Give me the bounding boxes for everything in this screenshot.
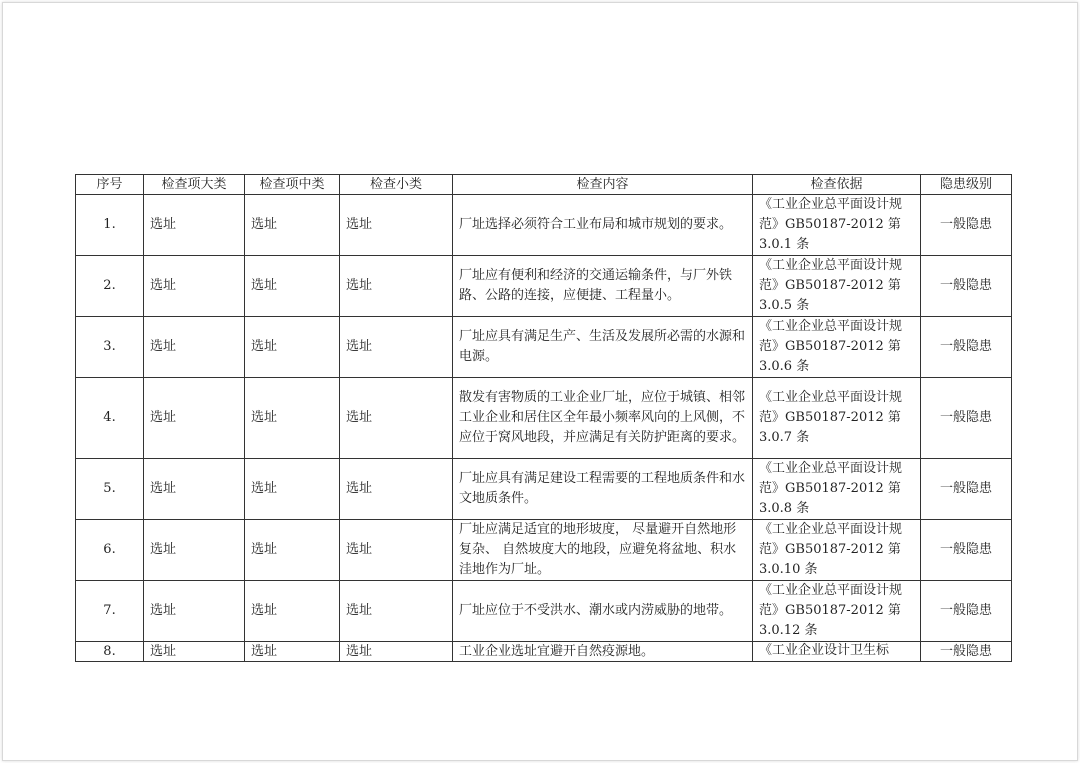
row-basis: 《工业企业总平面设计规范》GB50187-2012 第 3.0.8 条: [753, 459, 921, 520]
row-major-category: 选址: [144, 581, 245, 642]
row-content: 厂址选择必须符合工业布局和城市规划的要求。: [453, 195, 753, 256]
row-basis: 《工业企业总平面设计规范》GB50187-2012 第 3.0.1 条: [753, 195, 921, 256]
row-content: 厂址应具有满足生产、生活及发展所必需的水源和电源。: [453, 317, 753, 378]
inspection-table: [75, 174, 1012, 662]
row-middle-category: 选址: [245, 459, 340, 520]
row-major-category: 选址: [144, 459, 245, 520]
row-level: 一般隐患: [921, 642, 1012, 662]
row-major-category: 选址: [144, 378, 245, 459]
header-major-category: 检查项大类: [144, 175, 245, 195]
row-number: 4.: [76, 378, 144, 459]
row-level: 一般隐患: [921, 195, 1012, 256]
row-middle-category: 选址: [245, 378, 340, 459]
row-level: 一般隐患: [921, 581, 1012, 642]
row-content: 散发有害物质的工业企业厂址，应位于城镇、相邻工业企业和居住区全年最小频率风向的上风侧，不应位于窝风地段，并应满足有关防护距离的要求。: [453, 378, 753, 459]
table-header-row: [76, 175, 1012, 195]
row-middle-category: 选址: [245, 195, 340, 256]
row-content: 工业企业选址宜避开自然疫源地。: [453, 642, 753, 662]
row-number: 1.: [76, 195, 144, 256]
row-level: 一般隐患: [921, 520, 1012, 581]
row-minor-category: 选址: [340, 317, 453, 378]
row-basis: 《工业企业总平面设计规范》GB50187-2012 第 3.0.10 条: [753, 520, 921, 581]
row-number: 3.: [76, 317, 144, 378]
row-major-category: 选址: [144, 256, 245, 317]
row-middle-category: 选址: [245, 642, 340, 662]
row-number: 8.: [76, 642, 144, 662]
row-major-category: 选址: [144, 520, 245, 581]
header-minor-category: 检查小类: [340, 175, 453, 195]
row-level: 一般隐患: [921, 378, 1012, 459]
table-row: [76, 581, 1012, 642]
row-level: 一般隐患: [921, 459, 1012, 520]
header-basis: 检查依据: [753, 175, 921, 195]
row-content: 厂址应满足适宜的地形坡度， 尽量避开自然地形复杂、 自然坡度大的地段，应避免将盆地、积水洼地作为厂址。: [453, 520, 753, 581]
row-content: 厂址应具有满足建设工程需要的工程地质条件和水文地质条件。: [453, 459, 753, 520]
table-row: [76, 195, 1012, 256]
row-number: 6.: [76, 520, 144, 581]
table-row: [76, 378, 1012, 459]
row-basis: 《工业企业设计卫生标: [753, 642, 921, 662]
header-middle-category: 检查项中类: [245, 175, 340, 195]
table-row: [76, 642, 1012, 662]
row-major-category: 选址: [144, 195, 245, 256]
row-minor-category: 选址: [340, 195, 453, 256]
row-major-category: 选址: [144, 642, 245, 662]
row-minor-category: 选址: [340, 459, 453, 520]
row-middle-category: 选址: [245, 520, 340, 581]
table-row: [76, 520, 1012, 581]
row-content: 厂址应位于不受洪水、潮水或内涝威胁的地带。: [453, 581, 753, 642]
header-level: 隐患级别: [921, 175, 1012, 195]
row-minor-category: 选址: [340, 256, 453, 317]
row-level: 一般隐患: [921, 317, 1012, 378]
row-level: 一般隐患: [921, 256, 1012, 317]
header-content: 检查内容: [453, 175, 753, 195]
row-content: 厂址应有便利和经济的交通运输条件，与厂外铁路、公路的连接，应便捷、工程量小。: [453, 256, 753, 317]
row-middle-category: 选址: [245, 317, 340, 378]
row-number: 7.: [76, 581, 144, 642]
row-minor-category: 选址: [340, 642, 453, 662]
row-minor-category: 选址: [340, 520, 453, 581]
row-number: 2.: [76, 256, 144, 317]
header-no: 序号: [76, 175, 144, 195]
row-major-category: 选址: [144, 317, 245, 378]
row-basis: 《工业企业总平面设计规范》GB50187-2012 第 3.0.6 条: [753, 317, 921, 378]
table-row: [76, 459, 1012, 520]
row-basis: 《工业企业总平面设计规范》GB50187-2012 第 3.0.5 条: [753, 256, 921, 317]
row-middle-category: 选址: [245, 256, 340, 317]
row-basis: 《工业企业总平面设计规范》GB50187-2012 第 3.0.7 条: [753, 378, 921, 459]
row-number: 5.: [76, 459, 144, 520]
row-basis: 《工业企业总平面设计规范》GB50187-2012 第 3.0.12 条: [753, 581, 921, 642]
row-minor-category: 选址: [340, 581, 453, 642]
table-row: [76, 317, 1012, 378]
table-row: [76, 256, 1012, 317]
document-page: [2, 2, 1078, 761]
row-minor-category: 选址: [340, 378, 453, 459]
row-middle-category: 选址: [245, 581, 340, 642]
